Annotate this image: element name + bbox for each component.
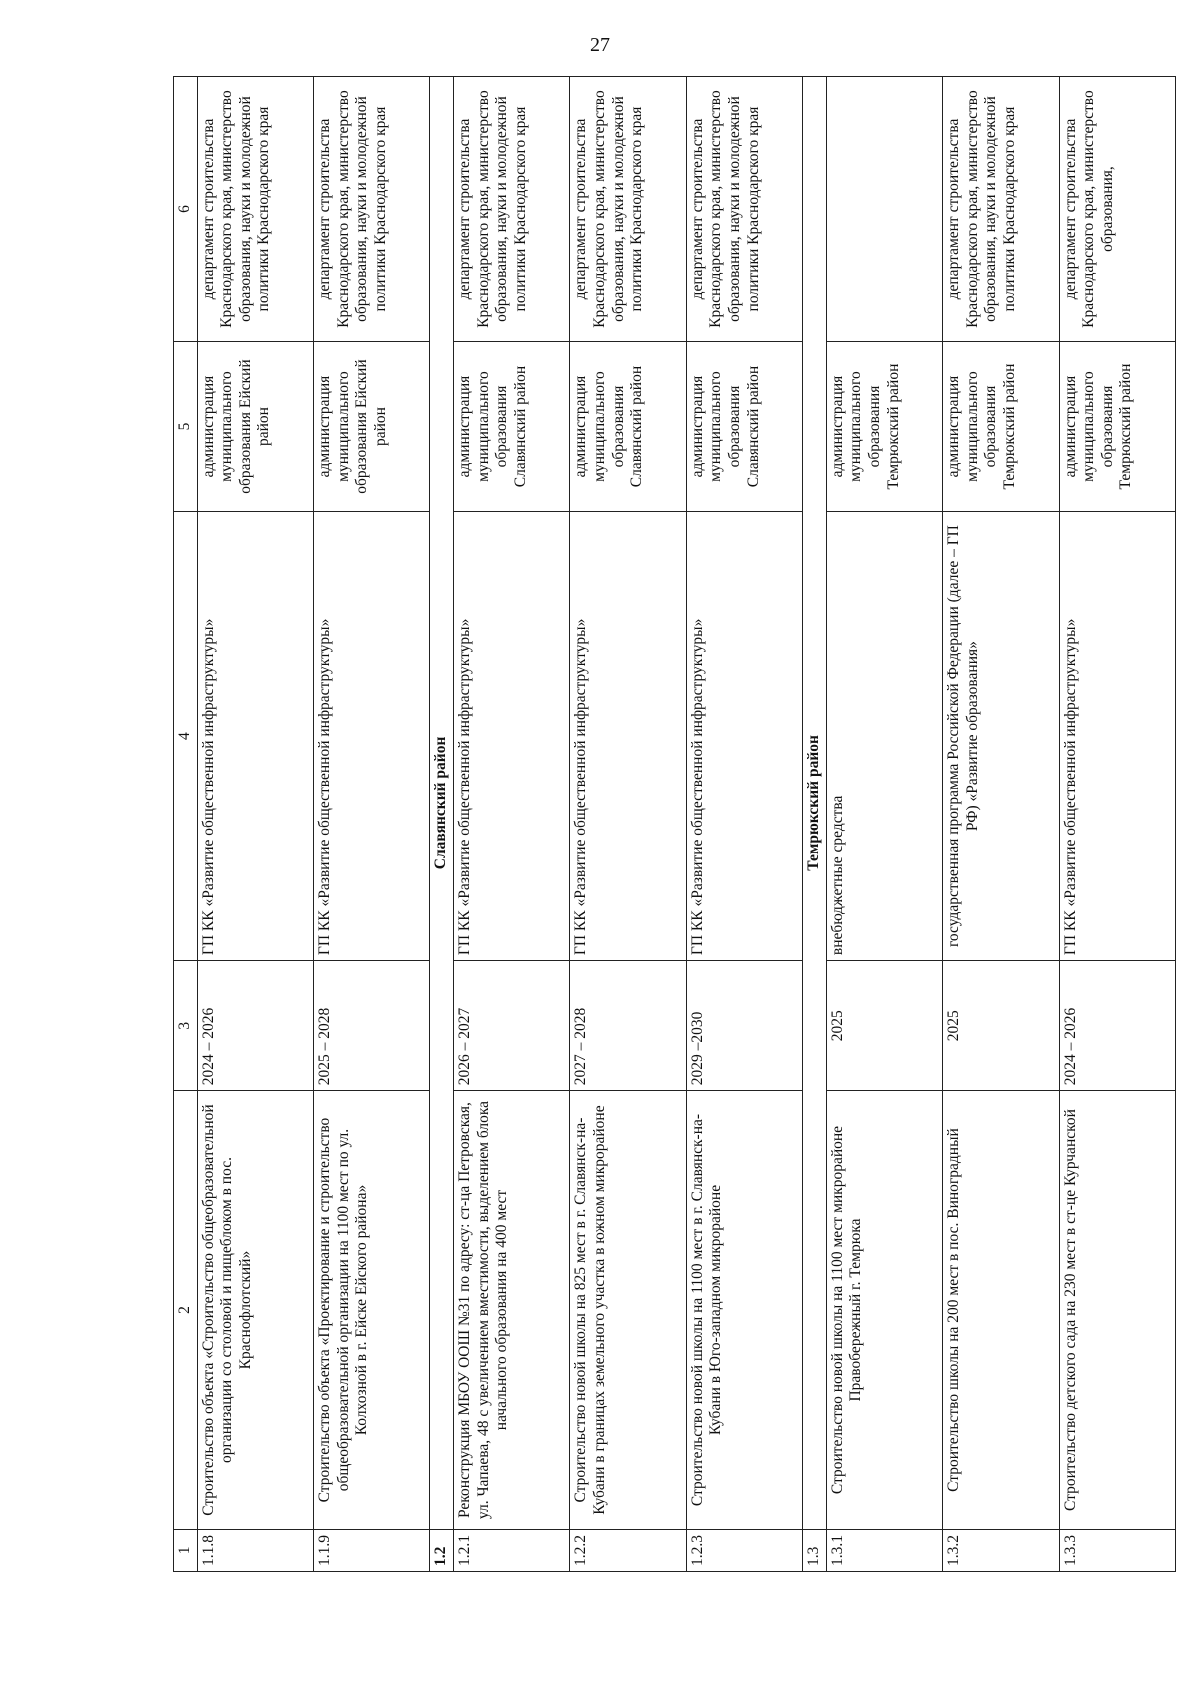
- header-cell: 2: [174, 1091, 198, 1530]
- region-row: [430, 77, 454, 1572]
- measure-name: Строительство объекта «Строительство общеобразовательной организации со столовой и пищеблоком в пос. Краснофлотский»: [197, 1091, 313, 1530]
- table-row: [943, 77, 1059, 1572]
- measure-name: Строительство новой школы на 1100 мест в г. Славянск-на-Кубани в Юго-западном микрорайоне: [686, 1091, 802, 1530]
- co-executor: департамент строительства Краснодарского края, министерство образования, науки и молодежной политики Краснодарского края: [570, 77, 686, 342]
- header-cell: 4: [174, 512, 198, 961]
- header-cell: 3: [174, 961, 198, 1091]
- table-row: [570, 77, 686, 1572]
- co-executor: департамент строительства Краснодарского края, министерство образования,: [1059, 77, 1175, 342]
- region-name: Темрюкский район: [803, 77, 827, 1530]
- executor: администрация муниципального образования Темрюкский район: [943, 342, 1059, 512]
- period: 2025: [943, 961, 1059, 1091]
- table-row: [453, 77, 569, 1572]
- page-number: 27: [590, 34, 610, 56]
- header-cell: 1: [174, 1529, 198, 1571]
- executor: администрация муниципального образования Славянский район: [570, 342, 686, 512]
- program: ГП КК «Развитие общественной инфраструктуры»: [197, 512, 313, 961]
- measure-name: Реконструкция МБОУ ООШ №31 по адресу: ст-ца Петровская, ул. Чапаева, 48 с увеличением вместимости, выделением блока начального образования на 400 мест: [453, 1091, 569, 1530]
- table-row: [313, 77, 429, 1572]
- co-executor: [826, 77, 942, 342]
- row-number: 1.2.1: [453, 1529, 569, 1571]
- row-number: 1.3.1: [826, 1529, 942, 1571]
- executor: администрация муниципального образования Славянский район: [686, 342, 802, 512]
- program: ГП КК «Развитие общественной инфраструктуры»: [453, 512, 569, 961]
- row-number: 1.1.8: [197, 1529, 313, 1571]
- co-executor: департамент строительства Краснодарского края, министерство образования, науки и молодежной политики Краснодарского края: [686, 77, 802, 342]
- program: государственная программа Российской Федерации (далее – ГП РФ) «Развитие образования»: [943, 512, 1059, 961]
- row-number: 1.3.2: [943, 1529, 1059, 1571]
- measure-name: Строительство объекта «Проектирование и строительство общеобразовательной организации на 1100 мест по ул. Колхозной в г. Ейске Ейского района»: [313, 1091, 429, 1530]
- rotated-table-container: [173, 76, 1176, 1572]
- program: ГП КК «Развитие общественной инфраструктуры»: [1059, 512, 1175, 961]
- header-cell: 6: [174, 77, 198, 342]
- measure-name: Строительство новой школы на 825 мест в г. Славянск-на-Кубани в границах земельного участка в южном микрорайоне: [570, 1091, 686, 1530]
- co-executor: департамент строительства Краснодарского края, министерство образования, науки и молодежной политики Краснодарского края: [453, 77, 569, 342]
- region-row: [803, 77, 827, 1572]
- period: 2025: [826, 961, 942, 1091]
- region-number: 1.2: [430, 1529, 454, 1571]
- program: ГП КК «Развитие общественной инфраструктуры»: [313, 512, 429, 961]
- program: ГП КК «Развитие общественной инфраструктуры»: [570, 512, 686, 961]
- measures-table: [173, 76, 1176, 1572]
- header-cell: 5: [174, 342, 198, 512]
- measure-name: Строительство новой школы на 1100 мест микрорайоне Правобережный г. Темрюка: [826, 1091, 942, 1530]
- period: 2026 – 2027: [453, 961, 569, 1091]
- measure-name: Строительство школы на 200 мест в пос. Виноградный: [943, 1091, 1059, 1530]
- executor: администрация муниципального образования Темрюкский район: [1059, 342, 1175, 512]
- row-number: 1.2.3: [686, 1529, 802, 1571]
- period: 2024 – 2026: [1059, 961, 1175, 1091]
- table-row: [1059, 77, 1175, 1572]
- program: внебюджетные средства: [826, 512, 942, 961]
- row-number: 1.2.2: [570, 1529, 686, 1571]
- executor: администрация муниципального образования Ейский район: [197, 342, 313, 512]
- region-number: 1.3: [803, 1529, 827, 1571]
- table-row: [826, 77, 942, 1572]
- executor: администрация муниципального образования Ейский район: [313, 342, 429, 512]
- period: 2027 – 2028: [570, 961, 686, 1091]
- executor: администрация муниципального образования Темрюкский район: [826, 342, 942, 512]
- period: 2025 – 2028: [313, 961, 429, 1091]
- co-executor: департамент строительства Краснодарского края, министерство образования, науки и молодежной политики Краснодарского края: [943, 77, 1059, 342]
- region-name: Славянский район: [430, 77, 454, 1530]
- measure-name: Строительство детского сада на 230 мест в ст-це Курчанской: [1059, 1091, 1175, 1530]
- period: 2024 – 2026: [197, 961, 313, 1091]
- table-row: [197, 77, 313, 1572]
- header-row: [174, 77, 198, 1572]
- period: 2029 –2030: [686, 961, 802, 1091]
- table-row: [686, 77, 802, 1572]
- co-executor: департамент строительства Краснодарского края, министерство образования, науки и молодежной политики Краснодарского края: [197, 77, 313, 342]
- row-number: 1.3.3: [1059, 1529, 1175, 1571]
- co-executor: департамент строительства Краснодарского края, министерство образования, науки и молодежной политики Краснодарского края: [313, 77, 429, 342]
- program: ГП КК «Развитие общественной инфраструктуры»: [686, 512, 802, 961]
- executor: администрация муниципального образования Славянский район: [453, 342, 569, 512]
- row-number: 1.1.9: [313, 1529, 429, 1571]
